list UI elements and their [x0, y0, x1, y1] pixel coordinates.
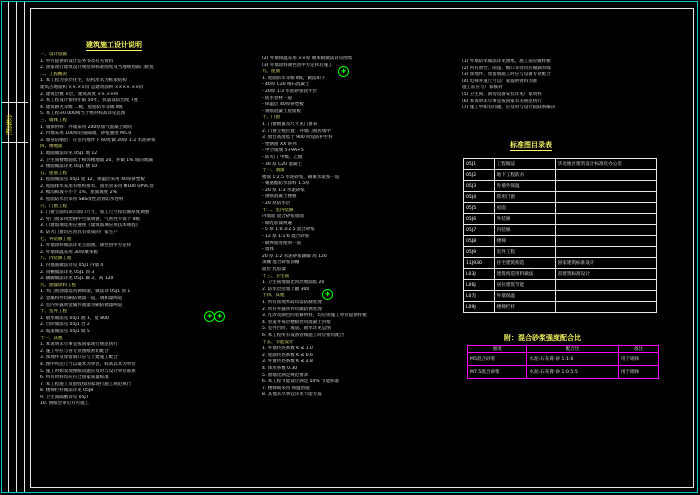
mortar-header-cell: 备注 — [618, 346, 658, 353]
std-note-cell — [555, 181, 656, 192]
note-line: 4. 图中所注尺寸以毫米为单位，标高以米为单位 — [40, 361, 136, 367]
note-line: (7) 施工中如有问题，应及时与设计院联系解决 — [462, 105, 556, 111]
note-line: 2. 卫生间楼地面低于相邻楼地面 20，并做 1% 坡向地漏 — [40, 157, 153, 163]
note-line: 十二、室内装修 — [262, 207, 294, 213]
note-line: 十、室外工程 — [40, 309, 67, 315]
note-line: 2. 屋面传热系数 K ≤ 0.6 — [262, 352, 313, 358]
table-row — [464, 181, 657, 192]
note-line: 7. 楼梯间采用 保温措施 — [262, 385, 310, 391]
mortar-cell: 水泥:石灰膏:砂 1:0.5:5 — [527, 366, 618, 379]
note-line: 三、墙体工程 — [40, 117, 67, 123]
note-line: 七、外装修工程 — [40, 236, 72, 242]
std-code-cell: 05J9 — [464, 247, 495, 258]
table-row — [468, 353, 659, 366]
table-row — [464, 247, 657, 258]
note-line: 4. 屋面防水层采用 SBS改性沥青防水卷材 — [40, 197, 124, 203]
section-symbol-icon: ✚ — [338, 66, 349, 77]
note-line: 4. 防火门窗均应由具有资质的厂家生产 — [40, 230, 118, 236]
note-line: 一、设计依据 — [40, 52, 67, 57]
note-line: - 墙体 — [262, 247, 275, 253]
mortar-cell: 用于砌体 — [618, 353, 658, 366]
note-line: 楼面 1:2.5 水泥砂浆，刷素水泥浆一道 — [262, 174, 340, 180]
mortar-cell: 用于砌体 — [618, 366, 658, 379]
note-line: 7. 本工程施工及验收按国家现行施工规范执行 — [40, 381, 132, 387]
std-code-cell: 05J4 — [464, 192, 495, 203]
note-line: 2. 台阶做法见 05J1 台 2 — [40, 322, 90, 328]
mortar-header-cell: 强度 — [468, 346, 527, 353]
note-line: 十、门窗 — [262, 115, 280, 121]
note-line: 3. 凡涉及颜色的装修材料，均应由施工单位提供样板 — [262, 313, 367, 319]
note-line: 二、工程概况 — [40, 71, 67, 77]
std-code-cell: 11J930 — [464, 258, 495, 269]
mortar-cell: M5混合砂浆 — [468, 353, 527, 366]
std-name-cell: 外墙外保温 — [494, 181, 555, 192]
table-row — [464, 236, 657, 247]
binding-strip — [2, 2, 28, 492]
note-line: 2. 顶棚做法详见 05J1 顶 3 — [40, 269, 95, 275]
binding-divider — [8, 2, 9, 492]
note-line: - 刷界面处理剂一道 — [262, 240, 302, 246]
note-line: 2. 外门窗采用塑钢中空玻璃窗，气密性不低于 4级 — [40, 216, 141, 222]
std-name-cell: 屋面 — [494, 203, 555, 214]
std-name-cell: 内装修 — [494, 225, 555, 236]
note-line: 3. 室内外露明金属件油漆为刷防锈漆两道 — [40, 302, 123, 308]
note-line: (2) 外墙保温采用 ××厚 聚苯板做法详见图集 — [262, 56, 353, 61]
note-line: 2. 屋面排水采用有组织排水，雨水管采用 Φ100 UPVC管 — [40, 183, 154, 189]
note-line: (4) 电梯井道尺寸以厂家提供资料为准 — [462, 78, 538, 84]
note-line: - 刷乳胶漆两遍 — [262, 220, 293, 226]
table-row — [464, 291, 657, 302]
note-line: 1. 外墙传热系数 K ≤ 1.0 — [262, 346, 313, 352]
note-line: 2. 防水层沿墙上翻 300 — [262, 286, 310, 292]
note-line: 3. 踢脚做法详见 05J1 踢 2，高 120 — [40, 276, 114, 282]
note-line: - 12 厚 1:1:6 混合砂浆 — [262, 234, 310, 240]
note-line: (5) 卫生间、厨房设备安装详见厂家资料 — [462, 91, 542, 97]
note-line: 八、内装修工程 — [40, 256, 72, 262]
note-line: 6. 所有材料均应符合国家质量标准 — [40, 375, 109, 381]
note-line: 1. 甲方提供的设计任务书及有关资料 — [40, 58, 114, 64]
note-line: 4. 体形系数 0.30 — [262, 365, 298, 371]
note-line: 2. 施工中应与各专业图纸密切配合 — [40, 348, 109, 354]
std-code-cell: 05J1 — [464, 159, 495, 170]
note-line: 2. 所有外露铁件均做防锈处理 — [262, 306, 322, 312]
note-line: 3. 墙身防潮层：在室内地坪下 60处做 20厚 1:2 水泥砂浆 — [40, 137, 156, 143]
note-line: 3. 门窗玻璃选用应遵照《建筑玻璃应用技术规程》 — [40, 223, 141, 229]
std-note-cell: 华北地区建筑设计标准化办公室 — [555, 159, 656, 170]
table-header-row — [468, 346, 659, 353]
std-note-cell — [555, 302, 656, 313]
note-line: 四、楼地面 — [40, 144, 63, 150]
note-line: 十一、其他 — [40, 335, 63, 341]
note-line: - 40厚 C20 细石混凝土 — [262, 82, 310, 88]
notes-column-1 — [40, 52, 225, 482]
note-line: (1) 外墙防水做法详见图集，施工前应做样板 — [462, 59, 551, 64]
table-row — [464, 225, 657, 236]
note-line: - 5 厚 1:0.3:2.5 混合砂浆 — [262, 227, 315, 233]
std-code-cell: L07J — [464, 291, 495, 302]
std-name-cell: 居住建筑节能 — [494, 280, 555, 291]
table-row — [468, 366, 659, 379]
table-row — [464, 159, 657, 170]
note-line: 1. 墙体材料：外墙采用 200厚加气混凝土砌块 — [40, 124, 133, 130]
note-line: 1. 所有预埋木砖均需防腐处理 — [262, 299, 322, 305]
note-line: 6. 本工程所有设备管线施工时应密切配合 — [262, 332, 345, 338]
binding-tick — [2, 102, 28, 103]
note-line: - 20厚 1:3 水泥砂浆找平层 — [262, 88, 317, 94]
note-line: (3) 预埋件、预留洞施工时应与设备专业配合 — [462, 72, 551, 78]
table-row — [464, 192, 657, 203]
std-note-cell: 省建筑标准设计 — [555, 269, 656, 280]
std-code-cell: 05J5 — [464, 203, 495, 214]
note-line: 3. 本工程设计使用年限 50年，抗震设防烈度 7度 — [40, 98, 139, 104]
note-line: 十三、卫生间 — [262, 273, 289, 279]
table-row — [464, 214, 657, 225]
table-row — [464, 302, 657, 313]
std-name-cell: 建筑构造用料做法 — [494, 269, 555, 280]
std-code-cell: 05J6 — [464, 214, 495, 225]
note-line: 9. 卫生间隔断详见 05J7 — [40, 394, 89, 400]
note-line: 5. 施工时如发现图纸问题应及时与设计单位联系 — [40, 368, 136, 374]
note-line: 1. 门窗立面均表示洞口尺寸，加工尺寸按装修厚度调整 — [40, 210, 150, 216]
note-line: 3. 楼面做法详见 05J1 楼 10 — [40, 164, 98, 170]
note-line: (6) 本说明未尽事宜按国家有关规范执行 — [462, 98, 542, 104]
std-code-cell: 05J3 — [464, 181, 495, 192]
note-line: 3. 坡道做法见 05J1 坡 5 — [40, 328, 90, 334]
note-line: - 20 厚 1:3 水泥砂浆 — [262, 187, 305, 193]
std-name-cell: 外装修 — [494, 214, 555, 225]
note-line: 4. 建筑耐火等级 二级，屋面防水等级 Ⅱ级 — [40, 104, 123, 110]
std-code-cell: 05J2 — [464, 170, 495, 181]
note-line: 1. 本工程为多层住宅，结构形式为框架结构 — [40, 78, 127, 84]
mortar-header-cell: 配合比 — [527, 346, 618, 353]
note-line: 3. 外窗传热系数 K ≤ 2.8 — [262, 359, 313, 365]
binding-divider — [24, 2, 25, 492]
note-line: (2) 所有窗台、雨篷、檐口等处均应做滴水线 — [462, 65, 551, 71]
std-note-cell — [555, 203, 656, 214]
note-line: 六、门窗工程 — [40, 203, 67, 209]
note-line: 2. 门窗立樘位置：外墙门窗居墙中 — [262, 128, 331, 134]
note-line: 5. 室外台阶、坡道、散水详见总图 — [262, 326, 331, 332]
note-line: 1. 地面做法详见 05J1 地 12 — [40, 150, 98, 156]
note-line: 5. 本工程±0.000相当于绝对标高详见总图 — [40, 111, 126, 117]
std-note-cell — [555, 236, 656, 247]
note-line: - 塑钢窗 XX 系列 — [262, 141, 297, 147]
section-symbol-icon: ✚ — [204, 311, 215, 322]
note-line: 建筑占地面积 ××.××㎡ 总建筑面积 ××××.××㎡ — [40, 84, 144, 90]
note-line: 4. 管道井每层楼板处用混凝土封堵 — [262, 319, 331, 325]
note-line: 1. 屋面做法见 05J1 屋 12，保温层采用 40厚挤塑板 — [40, 177, 145, 183]
note-line: 1. 散水做法见 05J1 散 1，宽 800 — [40, 315, 109, 321]
note-line: 1. 屋面防水等级 Ⅱ级，做法如下 — [262, 75, 326, 81]
std-note-cell — [555, 291, 656, 302]
note-line: 1. 内墙面做法详见 05J1 内墙 4 — [40, 263, 104, 268]
note-line: - 防水卷材一道 — [262, 95, 293, 101]
note-line: 20 厚 1:2 水泥砂浆踢脚 高 120 — [262, 253, 327, 259]
mortar-mix-title: 附：混合砂浆强度配合比 — [504, 334, 581, 342]
std-name-cell: 住宅建筑构造 — [494, 258, 555, 269]
binding-tick — [2, 142, 28, 143]
std-note-cell — [555, 280, 656, 291]
note-line: - 防火门 甲级、乙级 — [262, 154, 303, 160]
table-row — [464, 203, 657, 214]
note-line: - 聚氨酯防水涂料 1.5厚 — [262, 181, 310, 187]
note-line: (3) 外墙涂料颜色由甲方定样后施工 — [262, 62, 333, 68]
note-line: 十五、节能设计 — [262, 339, 294, 345]
std-name-cell: 工程做法 — [494, 159, 555, 170]
note-line: - 保温层 40厚挤塑板 — [262, 102, 304, 108]
std-catalog-table — [463, 158, 657, 313]
note-line: 8. 楼梯栏杆做法详见 05J8 — [40, 388, 94, 394]
note-line: 内墙面 混合砂浆墙面 — [262, 214, 304, 220]
note-line: 1. 木门窗油漆选用调和漆，做法详 05J1 涂 1 — [40, 289, 131, 295]
note-line: 6. 本工程节能设计满足 50% 节能标准 — [262, 379, 340, 385]
note-line: 1. 本说明未尽事宜按国家现行规范执行 — [40, 342, 118, 348]
note-line: 1. 卫生间地面比同层地面低 20 — [262, 280, 325, 286]
section-symbol-icon: ✚ — [322, 289, 333, 300]
table-row — [464, 258, 657, 269]
mortar-cell: 水泥:石灰膏:砂 1:1:6 — [527, 353, 618, 366]
note-line: 1. 门窗数量及尺寸见门窗表 — [262, 121, 318, 127]
design-notes-title: 建筑施工设计说明 — [86, 41, 142, 49]
std-catalog-title: 标准图目录表 — [510, 141, 552, 149]
notes-column-2 — [262, 56, 452, 476]
std-code-cell: 05J8 — [464, 236, 495, 247]
note-line: 10. 图纸会审后方可施工 — [40, 401, 90, 407]
note-line: 2. 国家现行建筑设计规范和标准图集及当地规划部门批复 — [40, 65, 154, 71]
note-line: 5. 窗墙比满足规范要求 — [262, 372, 309, 378]
std-note-cell — [555, 170, 656, 181]
note-line: 2. 外墙保温采用 30厚聚苯板 — [40, 249, 98, 255]
note-line: 2. 建筑层数 ×层，建筑高度 ××.××m — [40, 91, 119, 97]
section-symbol-icon: ✚ — [214, 311, 225, 322]
std-note-cell — [555, 225, 656, 236]
note-line: - 钢筋混凝土楼板 — [262, 194, 297, 200]
note-line: - 钢筋混凝土屋面板 — [262, 108, 302, 114]
std-name-cell: 常用门窗 — [494, 192, 555, 203]
std-code-cell: L06J — [464, 280, 495, 291]
note-line: 1. 外墙涂料做法详见立面图，颜色由甲方定样 — [40, 243, 132, 249]
note-line: 顶棚 混合砂浆顶棚 — [262, 260, 300, 266]
note-line: - 中空玻璃 5+9A+5 — [262, 148, 304, 154]
note-line: 8. 其他未尽事宜详见节能专篇 — [262, 392, 322, 398]
note-line: 3. 檐沟纵坡不小于 1%，屋面坡度 2% — [40, 190, 117, 196]
std-name-cell: 室外工程 — [494, 247, 555, 258]
mortar-mix-table — [467, 345, 659, 379]
note-line: 3. 预埋件及预留洞口应与土建施工配合 — [40, 355, 118, 361]
note-line: 2. 金属构件均刷防锈漆一道，调和漆两道 — [40, 295, 123, 301]
note-line: 面层 乳胶漆 — [262, 267, 286, 272]
std-note-cell — [555, 247, 656, 258]
std-code-cell: 05J7 — [464, 225, 495, 236]
std-name-cell: 地下工程防水 — [494, 170, 555, 181]
note-line: 九、屋面 — [262, 69, 280, 75]
note-line: 九、油漆涂料工程 — [40, 282, 76, 288]
std-code-cell: L09J — [464, 302, 495, 313]
table-row — [464, 269, 657, 280]
note-line: - 30 厚 C20 混凝土 — [262, 161, 302, 167]
note-line: 十一、油漆 — [262, 168, 285, 174]
table-row — [464, 280, 657, 291]
std-note-cell — [555, 192, 656, 203]
note-line: - 20 厚防水层 — [262, 201, 291, 207]
std-name-cell: 楼梯栏杆 — [494, 302, 555, 313]
mortar-cell: M7.5混合砂浆 — [468, 366, 527, 379]
std-note-cell — [555, 214, 656, 225]
notes-column-3 — [462, 59, 662, 139]
note-line: 3. 窗台高度低于 900 时设防护栏杆 — [262, 135, 334, 141]
binding-divider — [16, 2, 17, 492]
std-name-cell: 外墙保温 — [494, 291, 555, 302]
binding-label: 会签栏 — [5, 114, 13, 135]
note-line: 五、屋面工程 — [40, 170, 67, 176]
note-line: 十四、其他 — [262, 293, 285, 299]
note-line: 施工前应与厂家核对 — [462, 85, 503, 91]
table-row — [464, 170, 657, 181]
std-note-cell: 国家建筑标准设计 — [555, 258, 656, 269]
std-code-cell: L03J — [464, 269, 495, 280]
std-name-cell: 楼梯 — [494, 236, 555, 247]
note-line: 2. 内墙采用 100厚轻质隔墙，砂浆强度 M5.0 — [40, 131, 132, 137]
